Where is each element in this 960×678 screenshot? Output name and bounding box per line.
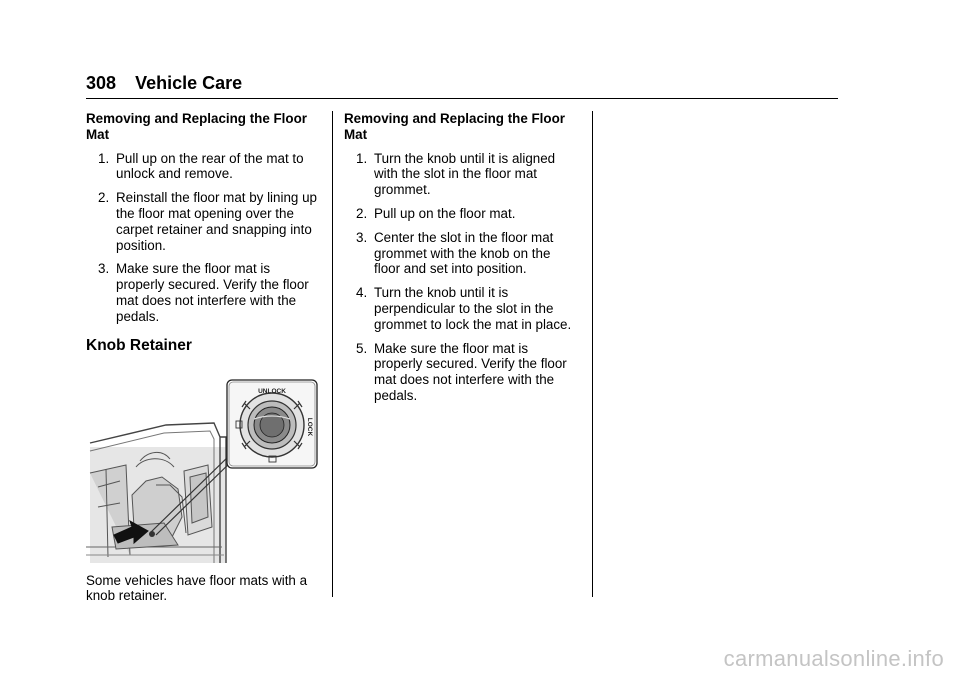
left-subhead: Removing and Replacing the Floor Mat bbox=[86, 111, 307, 142]
middle-steps-list bbox=[344, 151, 580, 404]
list-item bbox=[86, 261, 322, 324]
list-item bbox=[344, 206, 580, 222]
knob-callout bbox=[227, 380, 317, 468]
column-divider bbox=[332, 111, 333, 597]
car-interior-illustration bbox=[86, 377, 322, 567]
car-door-opening bbox=[86, 423, 226, 563]
step-text: Turn the knob until it is perpendicular to the slot in the grommet to lock the mat in place. bbox=[374, 285, 572, 332]
knob-retainer-illustration bbox=[86, 377, 322, 567]
middle-subhead: Removing and Replacing the Floor Mat bbox=[344, 111, 565, 142]
list-item bbox=[344, 230, 580, 277]
step-text: Center the slot in the floor mat grommet with the knob on the floor and set into position. bbox=[374, 229, 554, 277]
header-rule bbox=[86, 98, 838, 99]
step-text: Pull up on the rear of the mat to unlock and remove. bbox=[116, 150, 304, 182]
step-number: 3. bbox=[356, 229, 368, 245]
step-number: 2. bbox=[356, 205, 368, 221]
page-number: 308 bbox=[86, 73, 117, 93]
knob-location-marker bbox=[149, 531, 155, 537]
page-header bbox=[86, 72, 242, 94]
middle-column bbox=[344, 111, 580, 412]
list-item bbox=[344, 285, 580, 332]
step-number: 1. bbox=[98, 150, 110, 166]
column-divider bbox=[592, 111, 593, 597]
step-number: 1. bbox=[356, 150, 368, 166]
step-number: 3. bbox=[98, 261, 110, 277]
knob-unlock-label: UNLOCK bbox=[258, 387, 286, 395]
step-text: Turn the knob until it is aligned with the slot in the floor mat grommet. bbox=[374, 150, 556, 198]
list-item bbox=[344, 341, 580, 404]
section-name: Vehicle Care bbox=[135, 73, 243, 93]
step-number: 2. bbox=[98, 190, 110, 206]
step-number: 5. bbox=[356, 340, 368, 356]
watermark: carmanualsonline.info bbox=[723, 646, 944, 671]
figure-caption: Some vehicles have floor mats with a knob retainer. bbox=[86, 572, 308, 604]
left-steps-list bbox=[86, 151, 322, 325]
step-number: 4. bbox=[356, 285, 368, 301]
step-text: Pull up on the floor mat. bbox=[374, 205, 516, 221]
section-title-knob-retainer: Knob Retainer bbox=[86, 336, 192, 354]
list-item bbox=[86, 151, 322, 183]
step-text: Make sure the floor mat is properly secured. Verify the floor mat does not interfere with the pedals. bbox=[374, 340, 567, 403]
list-item bbox=[344, 151, 580, 198]
step-text: Make sure the floor mat is properly secured. Verify the floor mat does not interfere with the pedals. bbox=[116, 261, 309, 324]
knob-lock-label: LOCK bbox=[306, 417, 313, 436]
left-column bbox=[86, 111, 322, 604]
list-item bbox=[86, 190, 322, 253]
step-text: Reinstall the floor mat by lining up the floor mat opening over the carpet retainer and snapping into position. bbox=[116, 190, 317, 253]
